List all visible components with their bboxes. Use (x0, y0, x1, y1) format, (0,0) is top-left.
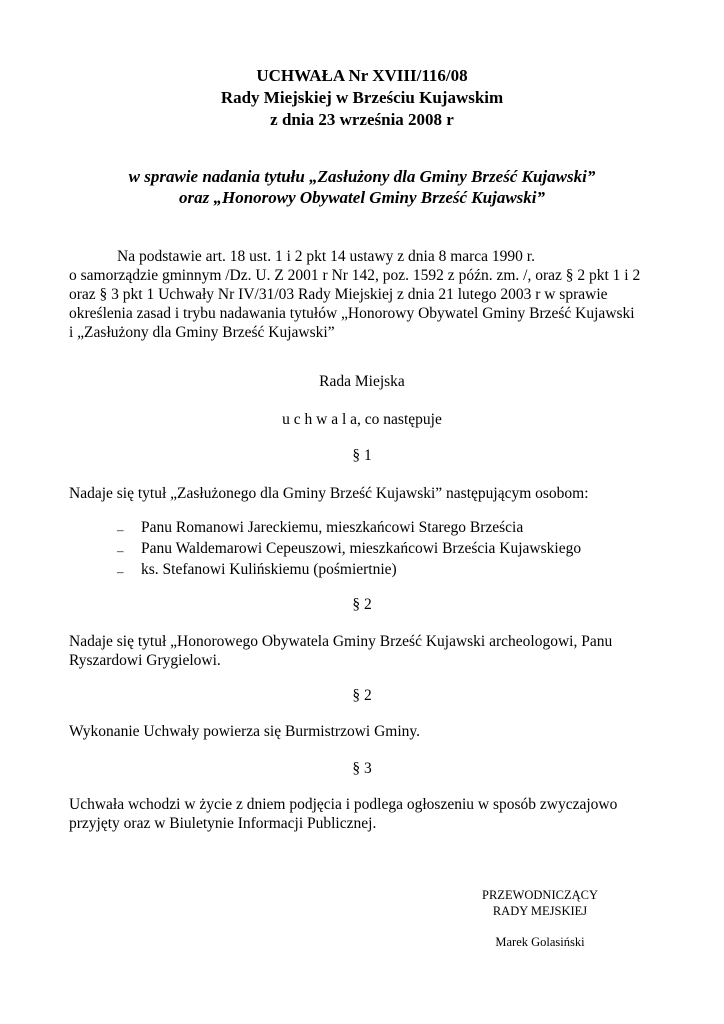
section-2-text-line-1: Nadaje się tytuł „Honorowego Obywatela Gminy Brześć Kujawski archeologowi, Panu (69, 633, 613, 650)
issuing-body: Rady Miejskiej w Brześciu Kujawskim (220, 88, 504, 107)
resolves-line: u c h w a l a, co następuje (282, 411, 442, 428)
signatory-name: Marek Golasiński (495, 935, 585, 949)
resolution-date: z dnia 23 września 2008 r (270, 110, 454, 129)
council-name: Rada Miejska (319, 373, 405, 390)
signature-title-line-2: RADY MEJSKIEJ (492, 904, 588, 918)
bullet-marker: – (117, 543, 124, 558)
bullet-marker: – (117, 564, 124, 579)
section-2-text-line-2: Ryszardowi Grygielowi. (69, 652, 221, 669)
section-3-text-line-1: Uchwała wchodzi w życie z dniem podjęcia i podlega ogłoszeniu w sposób zwyczajowo (69, 796, 618, 813)
preamble-line-5: i „Zasłużony dla Gminy Brześć Kujawski” (69, 324, 335, 341)
subject-line-2: oraz „Honorowy Obywatel Gminy Brześć Kujawski” (178, 188, 545, 207)
bullet-marker: – (117, 522, 124, 537)
resolution-number: UCHWAŁA Nr XVIII/116/08 (256, 66, 468, 85)
list-item: ks. Stefanowi Kulińskiemu (pośmiertnie) (141, 561, 397, 578)
section-2b-text: Wykonanie Uchwały powierza się Burmistrzowi Gminy. (69, 723, 421, 740)
list-item: Panu Waldemarowi Cepeuszowi, mieszkańcowi Brześcia Kujawskiego (141, 540, 582, 557)
list-item: Panu Romanowi Jareckiemu, mieszkańcowi Starego Brześcia (141, 519, 524, 536)
section-3-text-line-2: przyjęty oraz w Biuletynie Informacji Publicznej. (69, 815, 377, 832)
section-2-heading: § 2 (352, 596, 372, 613)
section-1-text: Nadaje się tytuł „Zasłużonego dla Gminy Brześć Kujawski” następującym osobom: (69, 485, 589, 502)
section-2b-heading: § 2 (352, 687, 372, 704)
signature-title-line-1: PRZEWODNICZĄCY (482, 888, 598, 902)
preamble-line-3: oraz § 3 pkt 1 Uchwały Nr IV/31/03 Rady Miejskiej z dnia 21 lutego 2003 r w sprawie (69, 286, 608, 303)
preamble-line-1: Na podstawie art. 18 ust. 1 i 2 pkt 14 ustawy z dnia 8 marca 1990 r. (117, 248, 535, 265)
subject-line-1: w sprawie nadania tytułu „Zasłużony dla Gminy Brześć Kujawski” (128, 167, 596, 186)
section-3-heading: § 3 (352, 760, 372, 777)
preamble-line-4: określenia zasad i trybu nadawania tytułów „Honorowy Obywatel Gminy Brześć Kujawski (69, 305, 635, 322)
section-1-heading: § 1 (352, 447, 372, 464)
preamble-line-2: o samorządzie gminnym /Dz. U. Z 2001 r Nr 142, poz. 1592 z późn. zm. /, oraz § 2 pkt 1 i 2 (69, 267, 641, 284)
